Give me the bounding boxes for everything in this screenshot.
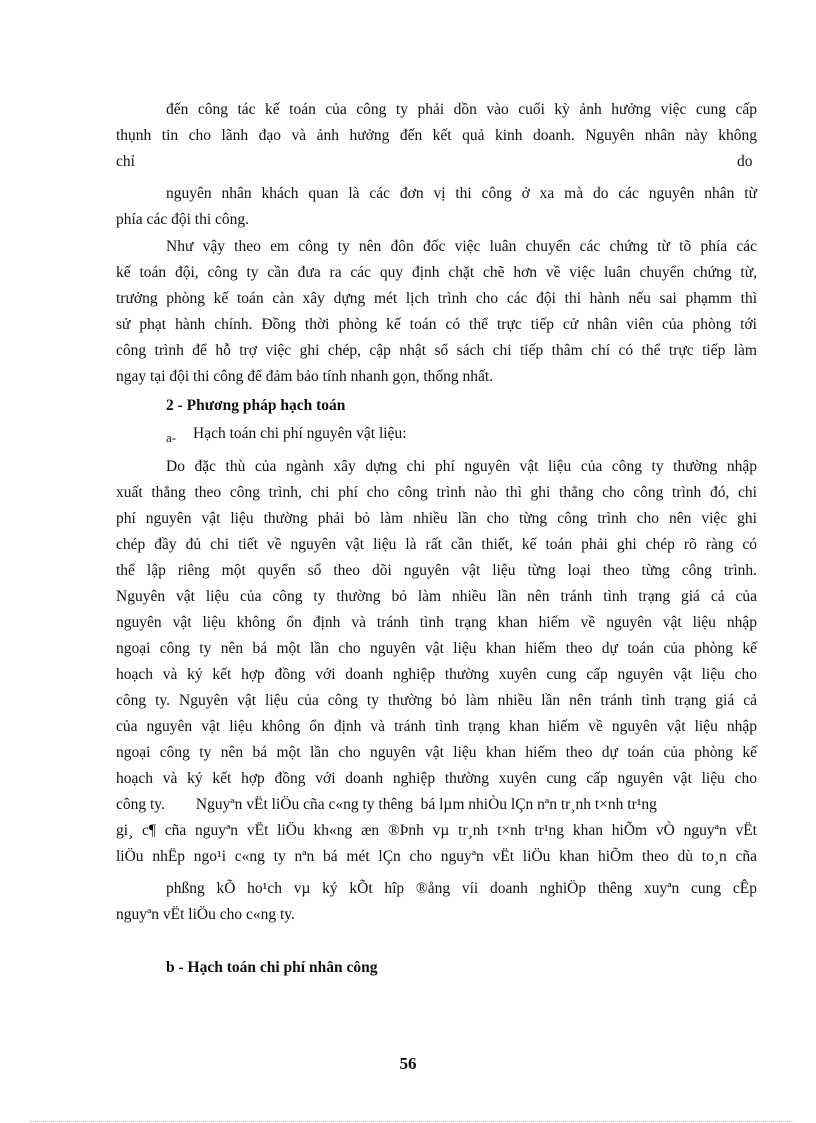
para2-line-4: sử phạt hành chính. Đồng thời phòng kế toán có thể trực tiếp cử nhân viên của phòng tới: [116, 316, 757, 333]
para3-line-8: ngoại công ty nên bá một lần cho nguyên vật liệu khan hiếm theo dự toán của phòng kế: [116, 640, 757, 657]
section-heading-b: b - Hạch toán chi phí nhân công: [166, 959, 378, 976]
para3-line-16: liÖu nhËp ngo¹i c«ng ty nªn bá mét lÇn cho nguyªn vËt liÖu khan hiÕm theo dù to¸n cña: [116, 848, 757, 865]
para3-line-7: nguyên vật liệu không ổn định và tránh tình trạng khan hiếm về nguyên vật liệu nhập: [116, 614, 757, 631]
para2-line-2: kế toán đội, công ty cần đưa ra các quy định chặt chẽ hơn về việc luân chuyển chứng từ,: [116, 264, 757, 281]
para2-line-6: ngay tại đội thi công để đảm bảo tính nhanh gọn, thống nhất.: [116, 368, 494, 385]
para1-line-1: đến công tác kế toán của công ty phải dồn vào cuối kỳ ảnh hưởng việc cung cấp: [166, 101, 757, 118]
para2-line-3: trưởng phòng kế toán càn xây dựng mét lịch trình cho các đội thi hành nếu sai phạmm thì: [116, 290, 757, 307]
sub-a-marker: a-: [166, 430, 177, 445]
section-heading-2: 2 - Phương pháp hạch toán: [166, 397, 346, 414]
page-bottom-divider: [30, 1121, 794, 1122]
para3-line-11: của nguyên vật liệu không ổn định và tránh tình trạng khan hiếm về nguyên vật liệu nhập: [116, 718, 757, 735]
para3-line-12: ngoại công ty nên bá một lần cho nguyên vật liệu khan hiếm theo dự toán của phòng kế: [116, 744, 757, 761]
para4-line-2: nguyªn vËt liÖu cho c«ng ty.: [116, 906, 295, 923]
para3-line-14: công ty. Nguyªn vËt liÖu cña c«ng ty thêng bá lµm nhiÒu lÇn nªn tr¸nh t×nh tr¹ng: [116, 796, 657, 813]
para3-line-1: Do đặc thù của ngành xây dựng chi phí nguyên vật liệu của công ty thường nhập: [166, 458, 757, 475]
para3-line-4: chép đầy đủ chi tiết về nguyên vật liệu là rất cần thiết, kế toán phải ghi chép rõ ràng có: [116, 536, 757, 553]
para3-line-2: xuất thẳng theo công trình, chi phí cho công trình nào thì ghi thẳng cho công trình đó, chi: [116, 484, 757, 501]
para1-line-5: phía các đội thi công.: [116, 211, 249, 228]
page-number: 56: [399, 1054, 417, 1073]
para2-line-1: Như vậy theo em công ty nên đôn đốc việc luân chuyển các chứng từ tõ phía các: [166, 238, 757, 255]
sub-a-heading: Hạch toán chi phí nguyên vật liệu:: [193, 425, 407, 442]
para4-line-1: phßng kÕ ho¹ch vµ ký kÕt hîp ®ång víi doanh nghiÖp thêng xuyªn cung cÊp: [166, 880, 757, 897]
para1-line-4: nguyên nhân khách quan là các đơn vị thi công ở xa mà do các nguyên nhân từ: [166, 185, 757, 202]
para3-line-6: Nguyên vật liệu của công ty thường bỏ làm nhiều lần nên tránh tình trạng giá cả của: [116, 588, 757, 605]
para3-line-13: hoạch và ký kết hợp đồng với doanh nghiệp thường xuyên cung cấp nguyên vật liệu cho: [116, 770, 757, 787]
para3-line-15: gi¸ c¶ cña nguyªn vËt liÖu kh«ng æn ®Þnh vµ tr¸nh t×nh tr¹ng khan hiÕm vÒ nguyªn vËt: [116, 822, 757, 839]
para1-line-3a: chỉ: [116, 153, 135, 170]
para2-line-5: công trình để hỗ trợ việc ghi chép, cập nhật sổ sách chi tiếp thâm chí có thể trực tiếp làm: [116, 342, 757, 359]
para1-line-2: thụnh tin cho lãnh đạo và ảnh hưởng đến kết quả kinh doanh. Nguyên nhân này không: [116, 127, 757, 144]
para3-line-9: hoạch và ký kết hợp đồng với doanh nghiệp thường xuyên cung cấp nguyên vật liệu cho: [116, 666, 757, 683]
para3-line-10: công ty. Nguyên vật liệu của công ty thường bỏ làm nhiều lần nên tránh tình trạng giá cả: [116, 692, 757, 709]
para1-line-3b: do: [737, 153, 753, 170]
para3-line-3: phí nguyên vật liệu thường phải bỏ làm nhiều lần cho từng công trình cho nên việc ghi: [116, 510, 757, 527]
para3-line-5: thể lập riêng một quyển sổ theo dõi nguyên vật liệu từng loại theo từng công trình.: [116, 562, 757, 579]
